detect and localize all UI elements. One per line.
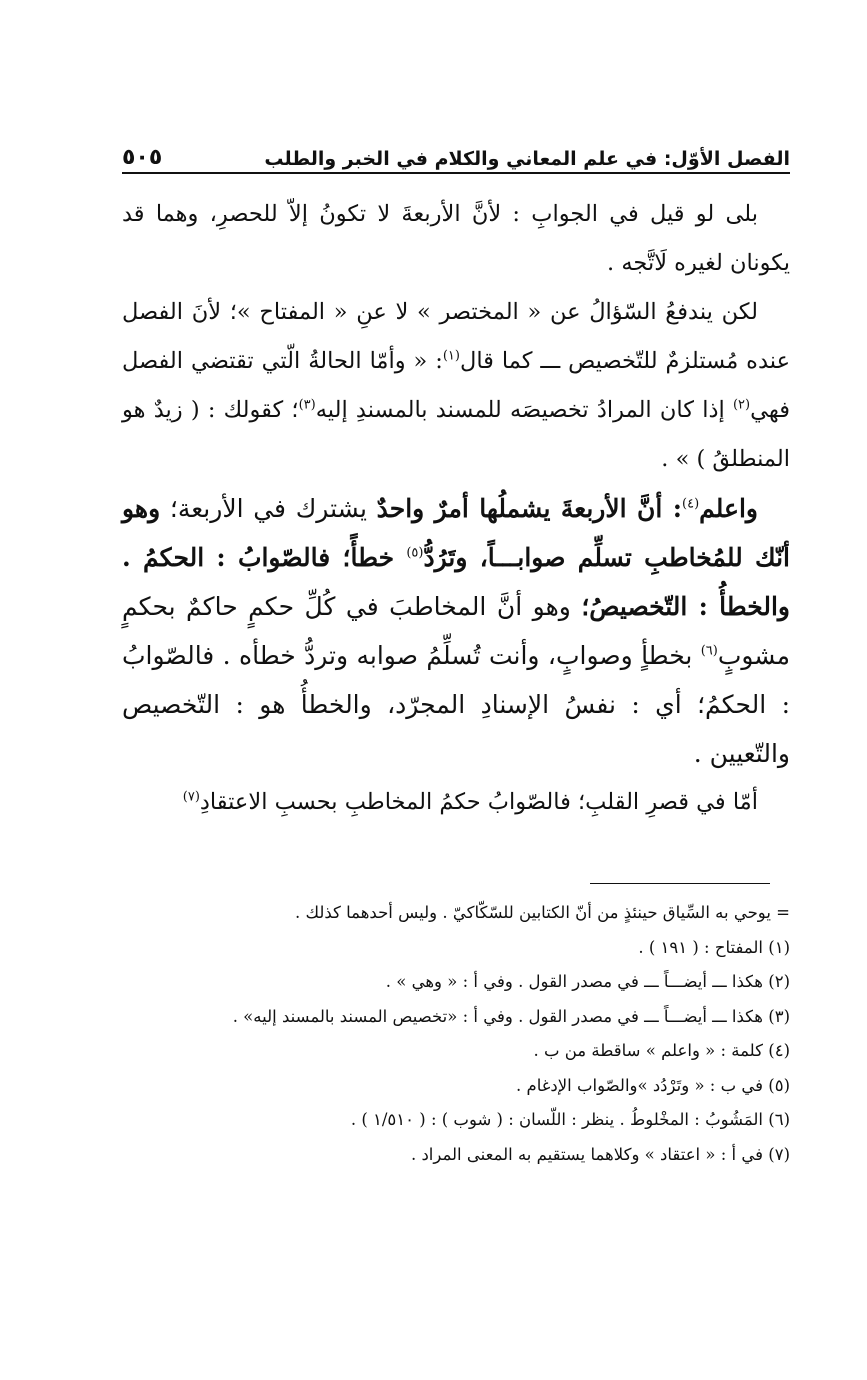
paragraph-3-part-a: واعلم (699, 494, 758, 523)
footnote-1: (١) المفتاح : ( ١٩١ ) . (638, 937, 790, 957)
header-rule (122, 172, 790, 174)
footnotes (140, 896, 790, 1172)
chapter-title: الفصل الأوّل: في علم المعاني والكلام في الخبر والطلب (264, 148, 790, 170)
footnote-separator (590, 883, 770, 884)
footnote-4: (٤) كلمة : « واعلم » ساقطة من ب . (533, 1041, 790, 1060)
paragraph-2-part-b: : « وأمّا الحالةُ الّتي تقتضي الفصل فهي (122, 348, 790, 423)
main-text (122, 190, 790, 827)
footnote-continued: = يوحي به السِّياق حينئذٍ من أنّ الكتابين للسّكّاكيّ . وليس أحدهما كذلك . (294, 903, 790, 922)
footnote-6: (٦) المَشُوبُ : المخْلوطُ . ينظر : اللّسان : ( شوب ) : ( ١/٥١٠ ) . (350, 1110, 790, 1129)
paragraph-2-part-a: لكن يندفعُ السّؤالُ عن « المختصر » لا عنِ « المفتاح »؛ لأنَ الفصل عنده مُستلزمٌ للتّخصيص ـــ كما قال (122, 299, 790, 374)
paragraph-3-part-c: يشترك في الأربعة؛ (160, 494, 377, 523)
footnote-3: (٣) هكذا ـــ أيضـــاً ـــ في مصدر القول . وفي أ : «تخصيص المسند بالمسند إليه» . (232, 1006, 790, 1026)
footnote-2: (٢) هكذا ـــ أيضـــاً ـــ في مصدر القول . وفي أ : « وهي » . (385, 972, 790, 991)
paragraph-1: بلى لو قيل في الجوابِ : لأنَّ الأربعةَ لا تكونُ إلاّ للحصرِ، وهما قد يكونان لغيره لَاتَّجه . (122, 201, 790, 276)
paragraph-2 (122, 288, 790, 484)
footnote-5: (٥) في ب : « وتَرْدُد »والصّواب الإدغام . (516, 1075, 790, 1095)
paragraph-3 (122, 484, 790, 778)
footnote-ref-6: (٦) (700, 643, 718, 659)
paragraph-3-part-g: بخطأٍ وصوابٍ، وأنت تُسلِّمُ صوابه وتردُّ خطأه . فالصّوابُ : الحكمُ؛ أي : نفسُ الإسنادِ المجرّد، والخطأُ هو : التّخصيص والتّعيين . (122, 641, 790, 768)
footnote-ref-7: (٧) (182, 789, 200, 805)
page-number: ٥٠٥ (122, 145, 163, 170)
footnote-ref-4: (٤) (682, 496, 700, 512)
paragraph-3-part-e: خطأً؛ فالصّوابُ : الحكمُ . والخطأُ : التّخصيصُ؛ (122, 543, 790, 621)
footnote-ref-1: (١) (442, 348, 460, 364)
paragraph-4-part-a: أمّا في قصرِ القلبِ؛ فالصّوابُ حكمُ المخاطبِ بحسبِ الاعتقادِ (199, 789, 758, 815)
paragraph-3-part-d: وهو أنّك للمُخاطبِ تسلِّم صوابـــاً، وتَرُدُّ (122, 494, 790, 572)
paragraph-4 (122, 778, 790, 827)
footnote-ref-3: (٣) (298, 397, 316, 413)
running-header (122, 132, 790, 170)
footnote-ref-2: (٢) (732, 397, 751, 413)
paragraph-3-part-f: وهو أنَّ المخاطبَ في كُلِّ حكمٍ حاكمٌ بحكمٍ مشوبٍ (122, 592, 790, 670)
footnote-ref-5: (٥) (406, 545, 424, 561)
paragraph-2-part-c: إذا كان المرادُ تخصيصَه للمسند بالمسندِ إليه (315, 397, 733, 423)
footnote-7: (٧) في أ : « اعتقاد » وكلاهما يستقيم به المعنى المراد . (410, 1144, 790, 1164)
paragraph-3-part-b: : أنَّ الأربعةَ يشملُها أمرٌ واحدٌ (376, 494, 682, 523)
paragraph-2-part-d: ؛ كقولك : ( زيدٌ هو المنطلقُ ) » . (122, 397, 790, 472)
